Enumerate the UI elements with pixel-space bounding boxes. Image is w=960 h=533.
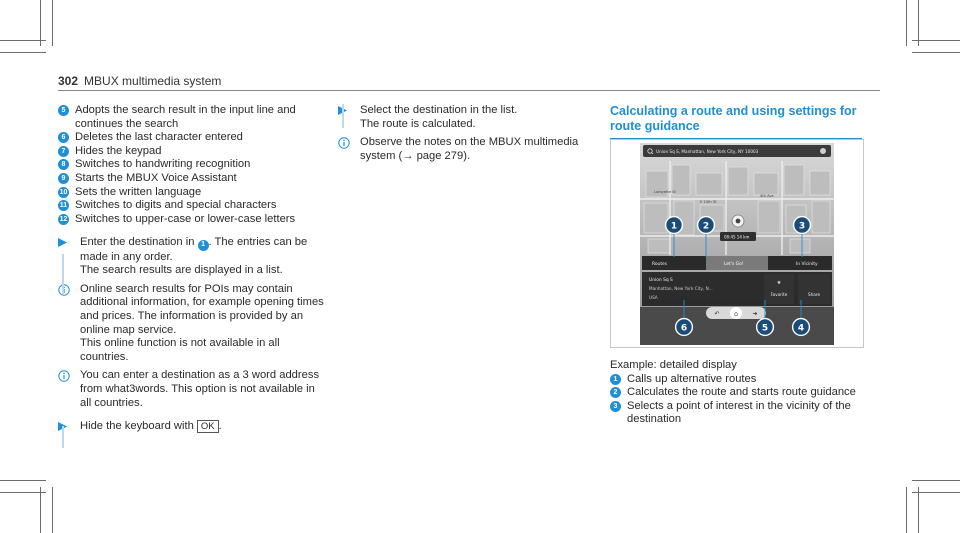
crop-mark xyxy=(0,40,46,41)
step-body xyxy=(360,104,600,131)
figure-frame xyxy=(610,139,864,348)
note-online-search xyxy=(58,283,324,365)
crop-mark xyxy=(52,487,53,533)
crop-mark xyxy=(912,480,960,481)
callout-badge: 11 xyxy=(59,202,68,210)
step-result: The route is calculated. xyxy=(360,117,476,130)
callout-2-label: 2 xyxy=(702,221,710,232)
page-header-title: MBUX multimedia system xyxy=(84,74,222,88)
callout-badge: 12 xyxy=(59,215,68,223)
legend-item-text: Sets the written language xyxy=(75,185,202,198)
callout-badge: 5 xyxy=(58,105,69,116)
legend-item xyxy=(58,104,324,131)
destination-locality: Manhattan, New York City, N... xyxy=(649,286,713,291)
note-text: Online search results for POIs may contain additional information, for example opening times and prices. The information is provided by an online map service. xyxy=(80,282,324,336)
note-text: Observe the notes on the MBUX multimedia system ( xyxy=(360,136,579,162)
callout-badge: 6 xyxy=(58,132,69,143)
callout-badge: 7 xyxy=(58,146,69,157)
callout-badge: 3 xyxy=(610,401,621,412)
crop-mark xyxy=(918,487,919,533)
crop-mark xyxy=(0,52,46,53)
crop-mark xyxy=(906,0,907,46)
legend-item-text: Calls up alternative routes xyxy=(627,372,757,385)
legend-item xyxy=(58,213,324,227)
legend-item-text: Selects a point of interest in the vicinity of the destination xyxy=(627,399,851,426)
note-text: ). xyxy=(463,149,471,162)
legend-item-text: Deletes the last character entered xyxy=(75,131,243,144)
crop-mark xyxy=(906,487,907,533)
callout-badge: 8 xyxy=(58,159,69,170)
page-number: 302 xyxy=(58,74,79,88)
middle-column xyxy=(338,94,600,163)
destination-pin-center xyxy=(736,219,741,224)
crop-mark xyxy=(912,40,960,41)
info-icon xyxy=(58,284,70,296)
favorite-button[interactable] xyxy=(764,274,794,304)
step-bar xyxy=(62,426,64,448)
arrow-glyph: → xyxy=(402,149,414,162)
callout-1-label: 1 xyxy=(670,221,678,232)
legend-item-text: Hides the keypad xyxy=(75,144,162,157)
legend-item-text: Switches to digits and special characters xyxy=(75,199,277,212)
legend-item-text: Switches to handwriting recognition xyxy=(75,158,251,171)
navigation-screen xyxy=(640,143,834,345)
note-text: This online function is not available in all countries. xyxy=(80,337,280,363)
section-title xyxy=(610,104,866,133)
map-label: Lafayette St xyxy=(654,190,676,194)
eta-text: 08:45 14 km xyxy=(724,234,750,240)
step-text: Enter the destination in xyxy=(80,236,195,249)
step-text: Select the destination in the list. xyxy=(360,104,518,116)
callout-badge: 1 xyxy=(610,374,621,385)
caption-title: Example: detailed display xyxy=(610,359,737,371)
legend-item xyxy=(610,386,866,400)
ok-key: OK xyxy=(197,420,219,433)
section-title-line: route guidance xyxy=(610,118,700,133)
navigation-screen-graphic xyxy=(640,143,834,345)
address-text: Union Sq S, Manhattan, New York City, NY 10003 xyxy=(656,149,759,154)
legend-item-text: Calculates the route and starts route guidance xyxy=(627,386,856,399)
callout-badge: 9 xyxy=(58,173,69,184)
legend-item-text: Starts the MBUX Voice Assistant xyxy=(75,171,237,184)
step-text: . The entries can be made in any order. xyxy=(80,236,308,263)
callout-2 xyxy=(698,217,715,234)
next-icon[interactable]: ➜ xyxy=(752,310,758,318)
step-bar xyxy=(62,254,64,294)
destination-country: USA xyxy=(649,295,658,300)
lets-go-button-label[interactable]: Let's Go! xyxy=(724,262,744,267)
note-body xyxy=(360,136,600,163)
callout-badge: 1 xyxy=(198,240,209,251)
info-icon xyxy=(58,370,70,382)
legend-item-text: Switches to upper-case or lower-case letters xyxy=(75,212,296,225)
callout-5 xyxy=(757,319,774,336)
back-icon[interactable]: ↶ xyxy=(714,310,720,318)
step-hide-keyboard xyxy=(58,420,324,434)
note-body xyxy=(80,283,324,365)
header-rule xyxy=(58,90,880,91)
callout-badge: 2 xyxy=(610,387,621,398)
right-column xyxy=(610,104,866,140)
crop-mark xyxy=(0,480,46,481)
callout-4-label: 4 xyxy=(797,323,805,334)
vicinity-button-label[interactable]: In Vicinity xyxy=(796,262,818,267)
legend-item xyxy=(58,131,324,145)
step-arrow-icon xyxy=(58,238,67,247)
info-icon xyxy=(338,137,350,149)
step-text: . xyxy=(218,420,222,433)
legend-item xyxy=(58,145,324,159)
close-icon[interactable] xyxy=(820,148,826,154)
share-label[interactable]: Share xyxy=(807,292,821,297)
left-column xyxy=(58,104,324,434)
note-what3words xyxy=(58,369,324,410)
home-icon: ⌂ xyxy=(734,310,738,318)
crop-mark xyxy=(52,0,53,46)
share-button[interactable] xyxy=(798,274,830,304)
legend-item-text: Adopts the search result in the input line and continues the search xyxy=(75,104,296,130)
callout-3-label: 3 xyxy=(798,221,806,232)
step-bar xyxy=(342,104,344,128)
step-body xyxy=(80,236,324,277)
callout-4 xyxy=(793,319,810,336)
page-header xyxy=(58,74,221,88)
callout-5-label: 5 xyxy=(761,323,769,334)
crop-mark xyxy=(0,492,46,493)
favorite-label[interactable]: Favorite xyxy=(770,292,788,297)
callout-3 xyxy=(794,217,811,234)
callout-6 xyxy=(676,319,693,336)
page-reference-link[interactable]: page 279 xyxy=(416,149,464,162)
star-icon: ★ xyxy=(776,280,782,286)
destination-name: Union Sq S xyxy=(649,278,673,283)
crop-mark xyxy=(912,52,960,53)
legend-item xyxy=(58,158,324,172)
caption-list xyxy=(610,373,866,427)
note-body: You can enter a destination as a 3 word address from what3words. This option is not available in all countries. xyxy=(80,369,320,409)
callout-badge: 10 xyxy=(59,188,68,196)
step-body xyxy=(80,420,324,434)
crop-mark xyxy=(40,487,41,533)
callout-1 xyxy=(666,217,683,234)
step-select-destination xyxy=(338,104,600,131)
note-observe xyxy=(338,136,600,163)
step-text: Hide the keyboard with xyxy=(80,420,194,433)
routes-button-label[interactable]: Routes xyxy=(652,262,668,267)
map-label: E 10th St xyxy=(700,200,717,204)
legend-item xyxy=(610,373,866,387)
legend-list xyxy=(58,104,324,226)
callout-6-label: 6 xyxy=(680,323,688,334)
section-title-line: Calculating a route and using settings for xyxy=(610,104,857,118)
legend-item xyxy=(58,172,324,186)
step-enter-destination xyxy=(58,236,324,277)
legend-item xyxy=(58,186,324,200)
figure-caption xyxy=(610,359,866,427)
crop-mark xyxy=(912,492,960,493)
legend-item xyxy=(58,199,324,213)
map-label: 4th Ave xyxy=(760,194,774,198)
legend-item xyxy=(610,400,866,427)
step-result: The search results are displayed in a list. xyxy=(80,264,283,277)
